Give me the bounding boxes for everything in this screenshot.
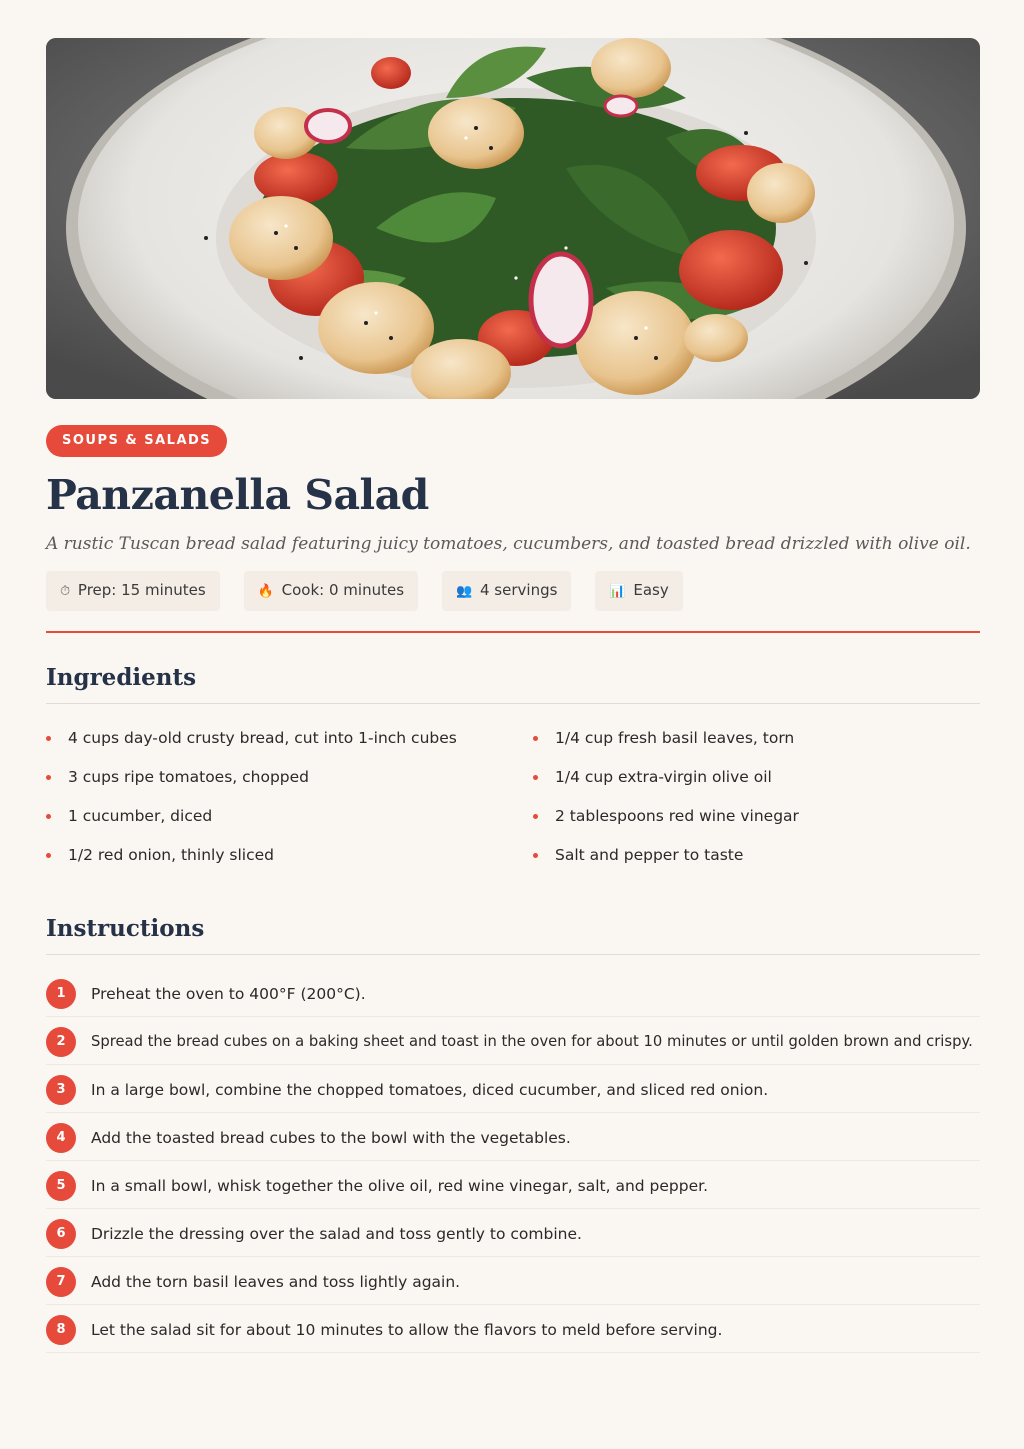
step-number: 8 (46, 1315, 76, 1345)
step-number: 7 (46, 1267, 76, 1297)
header-divider (46, 631, 980, 633)
page-title: Panzanella Salad (46, 471, 429, 519)
chart-icon: 📊 (609, 584, 626, 599)
list-item: 3 cups ripe tomatoes, chopped (46, 763, 533, 802)
step-number: 2 (46, 1027, 76, 1057)
step-text: Drizzle the dressing over the salad and toss gently to combine. (91, 1224, 582, 1243)
step-text: Let the salad sit for about 10 minutes to allow the flavors to meld before serving. (91, 1320, 723, 1339)
step-row (46, 1065, 980, 1113)
step-text: In a small bowl, whisk together the olive oil, red wine vinegar, salt, and pepper. (91, 1176, 708, 1195)
step-text: Spread the bread cubes on a baking sheet and toast in the oven for about 10 minutes or until golden brown and crispy. (91, 1032, 973, 1050)
step-row (46, 1161, 980, 1209)
list-item: 1 cucumber, diced (46, 802, 533, 841)
prep-time-label: Prep: 15 minutes (77, 581, 206, 599)
step-row (46, 1113, 980, 1161)
ingredients-heading: Ingredients (46, 663, 980, 704)
step-text: Add the toasted bread cubes to the bowl with the vegetables. (91, 1128, 571, 1147)
list-item: 2 tablespoons red wine vinegar (533, 802, 980, 841)
step-number: 4 (46, 1123, 76, 1153)
step-number: 1 (46, 979, 76, 1009)
difficulty-label: Easy (633, 581, 669, 599)
list-item: 1/2 red onion, thinly sliced (46, 841, 533, 880)
step-text: In a large bowl, combine the chopped tomatoes, diced cucumber, and sliced red onion. (91, 1080, 769, 1099)
step-number: 3 (46, 1075, 76, 1105)
recipe-description: A rustic Tuscan bread salad featuring juicy tomatoes, cucumbers, and toasted bread drizzled with olive oil. (46, 534, 971, 554)
step-text: Preheat the oven to 400°F (200°C). (91, 984, 366, 1003)
cook-time-chip (244, 571, 418, 611)
cook-time-label: Cook: 0 minutes (281, 581, 405, 599)
instructions-heading: Instructions (46, 914, 980, 955)
ingredients-list (46, 724, 980, 880)
clock-icon: ⏱ (60, 584, 71, 599)
list-item: 1/4 cup fresh basil leaves, torn (533, 724, 980, 763)
step-row (46, 969, 980, 1017)
prep-time-chip (46, 571, 220, 611)
recipe-page (46, 38, 980, 1353)
servings-chip (442, 571, 571, 611)
hero-image (46, 38, 980, 399)
list-item: Salt and pepper to taste (533, 841, 980, 880)
step-text: Add the torn basil leaves and toss lightly again. (91, 1272, 461, 1291)
instructions-list (46, 969, 980, 1353)
servings-label: 4 servings (480, 581, 558, 599)
salad-plate-photo (46, 38, 980, 399)
step-row (46, 1257, 980, 1305)
category-badge[interactable]: SOUPS & SALADS (46, 425, 227, 457)
people-icon: 👥 (456, 584, 473, 599)
step-number: 6 (46, 1219, 76, 1249)
difficulty-chip (595, 571, 682, 611)
flame-icon: 🔥 (257, 584, 274, 599)
step-row (46, 1305, 980, 1353)
list-item: 1/4 cup extra-virgin olive oil (533, 763, 980, 802)
recipe-meta (46, 571, 980, 611)
step-row (46, 1209, 980, 1257)
list-item: 4 cups day-old crusty bread, cut into 1-inch cubes (46, 724, 533, 763)
step-row (46, 1017, 980, 1065)
step-number: 5 (46, 1171, 76, 1201)
